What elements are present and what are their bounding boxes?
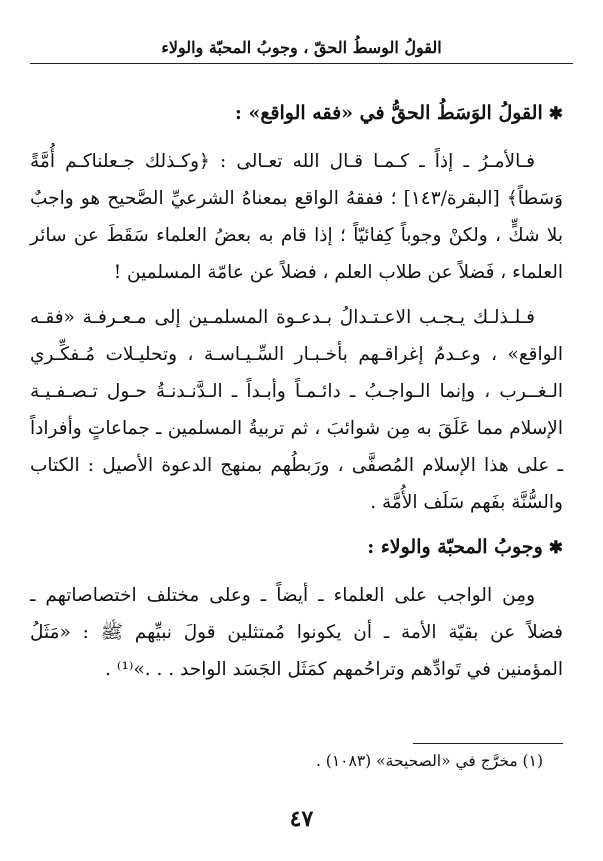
- page-number: ٤٧: [289, 806, 314, 832]
- running-header: القولُ الوسطُ الحقّ ، وجوبُ المحبّة والولاء: [161, 38, 442, 57]
- paragraph-2: فـلـذلـك يـجـب الاعـتـدالُ بـدعـوة المسلمـين إلى مـعـرفـة «فقـه الواقع» ، وعـدمُ إغراقـهم بأخـبـار السِّـيـاسـة ، وتحليـلات مُـفكِّـري الـغــرب ، وإنما الـواجـبُ ـ دائـمـاً وأبـداً ـ الـدَّنـدنـةُ حـول تـصـفـيـة الإسلام مما عَلَقَ به مِن شوائبَ ، ثم تربيةُ المسلمين ـ جماعاتٍ وأفراداً ـ على هذا الإسلام المُصفَّى ، ورَبطُهم بمنهج الدعوة الأصيل : الكتاب والسُّنَّة بفَهم سَلَف الأُمَّة .: [30, 307, 563, 513]
- asterisk-icon: ✱: [548, 104, 563, 124]
- section-heading-love-loyalty: [30, 529, 563, 567]
- asterisk-icon: ✱: [548, 538, 563, 558]
- footnote: (١) مخرَّج في «الصحيحة» (١٠٨٣) .: [315, 752, 543, 770]
- paragraph-1: فـالأمـرُ ـ إذاً ـ كـمـا قـال الله تعـالى : ﴿وكـذلك جـعلناكـم أُمَّةً وَسَطاً﴾ [البقرة/١٤٣] ؛ ففقهُ الواقع بمعناهُ الشرعيِّ الصَّحيح هو واجبٌ بلا شكٍّ ، ولكنْ وجوباً كِفائيّاً ؛ إذا قام به بعضُ العلماء سَقَطَ عن سائر العلماء ، فَضلاً عن طلاب العلم ، فضلاً عن عامّة المسلمين !: [30, 151, 563, 283]
- paragraph-3: ومِن الواجب على العلماء ـ أيضاً ـ وعلى مختلف اختصاصاتهم ـ فضلاً عن بقيّة الأمة ـ أن يكونوا مُمتثلين قولَ نبيِّهم ﷺ : «مَثَلُ المؤمنين في تَوادِّهم وتراحُمهم كمَثَل الجَسَد الواحد . . .»⁽¹⁾ .: [30, 585, 563, 680]
- section-heading-text: وجوبُ المحبّة والولاء :: [367, 536, 543, 558]
- footnote-rule: [413, 743, 563, 744]
- section-heading-text: القولُ الوَسَطُ الحقُّ في «فقه الواقع» :: [234, 102, 543, 124]
- section-heading-middle-way: [30, 95, 563, 133]
- body-text: [30, 95, 563, 696]
- header-rule: [30, 63, 573, 64]
